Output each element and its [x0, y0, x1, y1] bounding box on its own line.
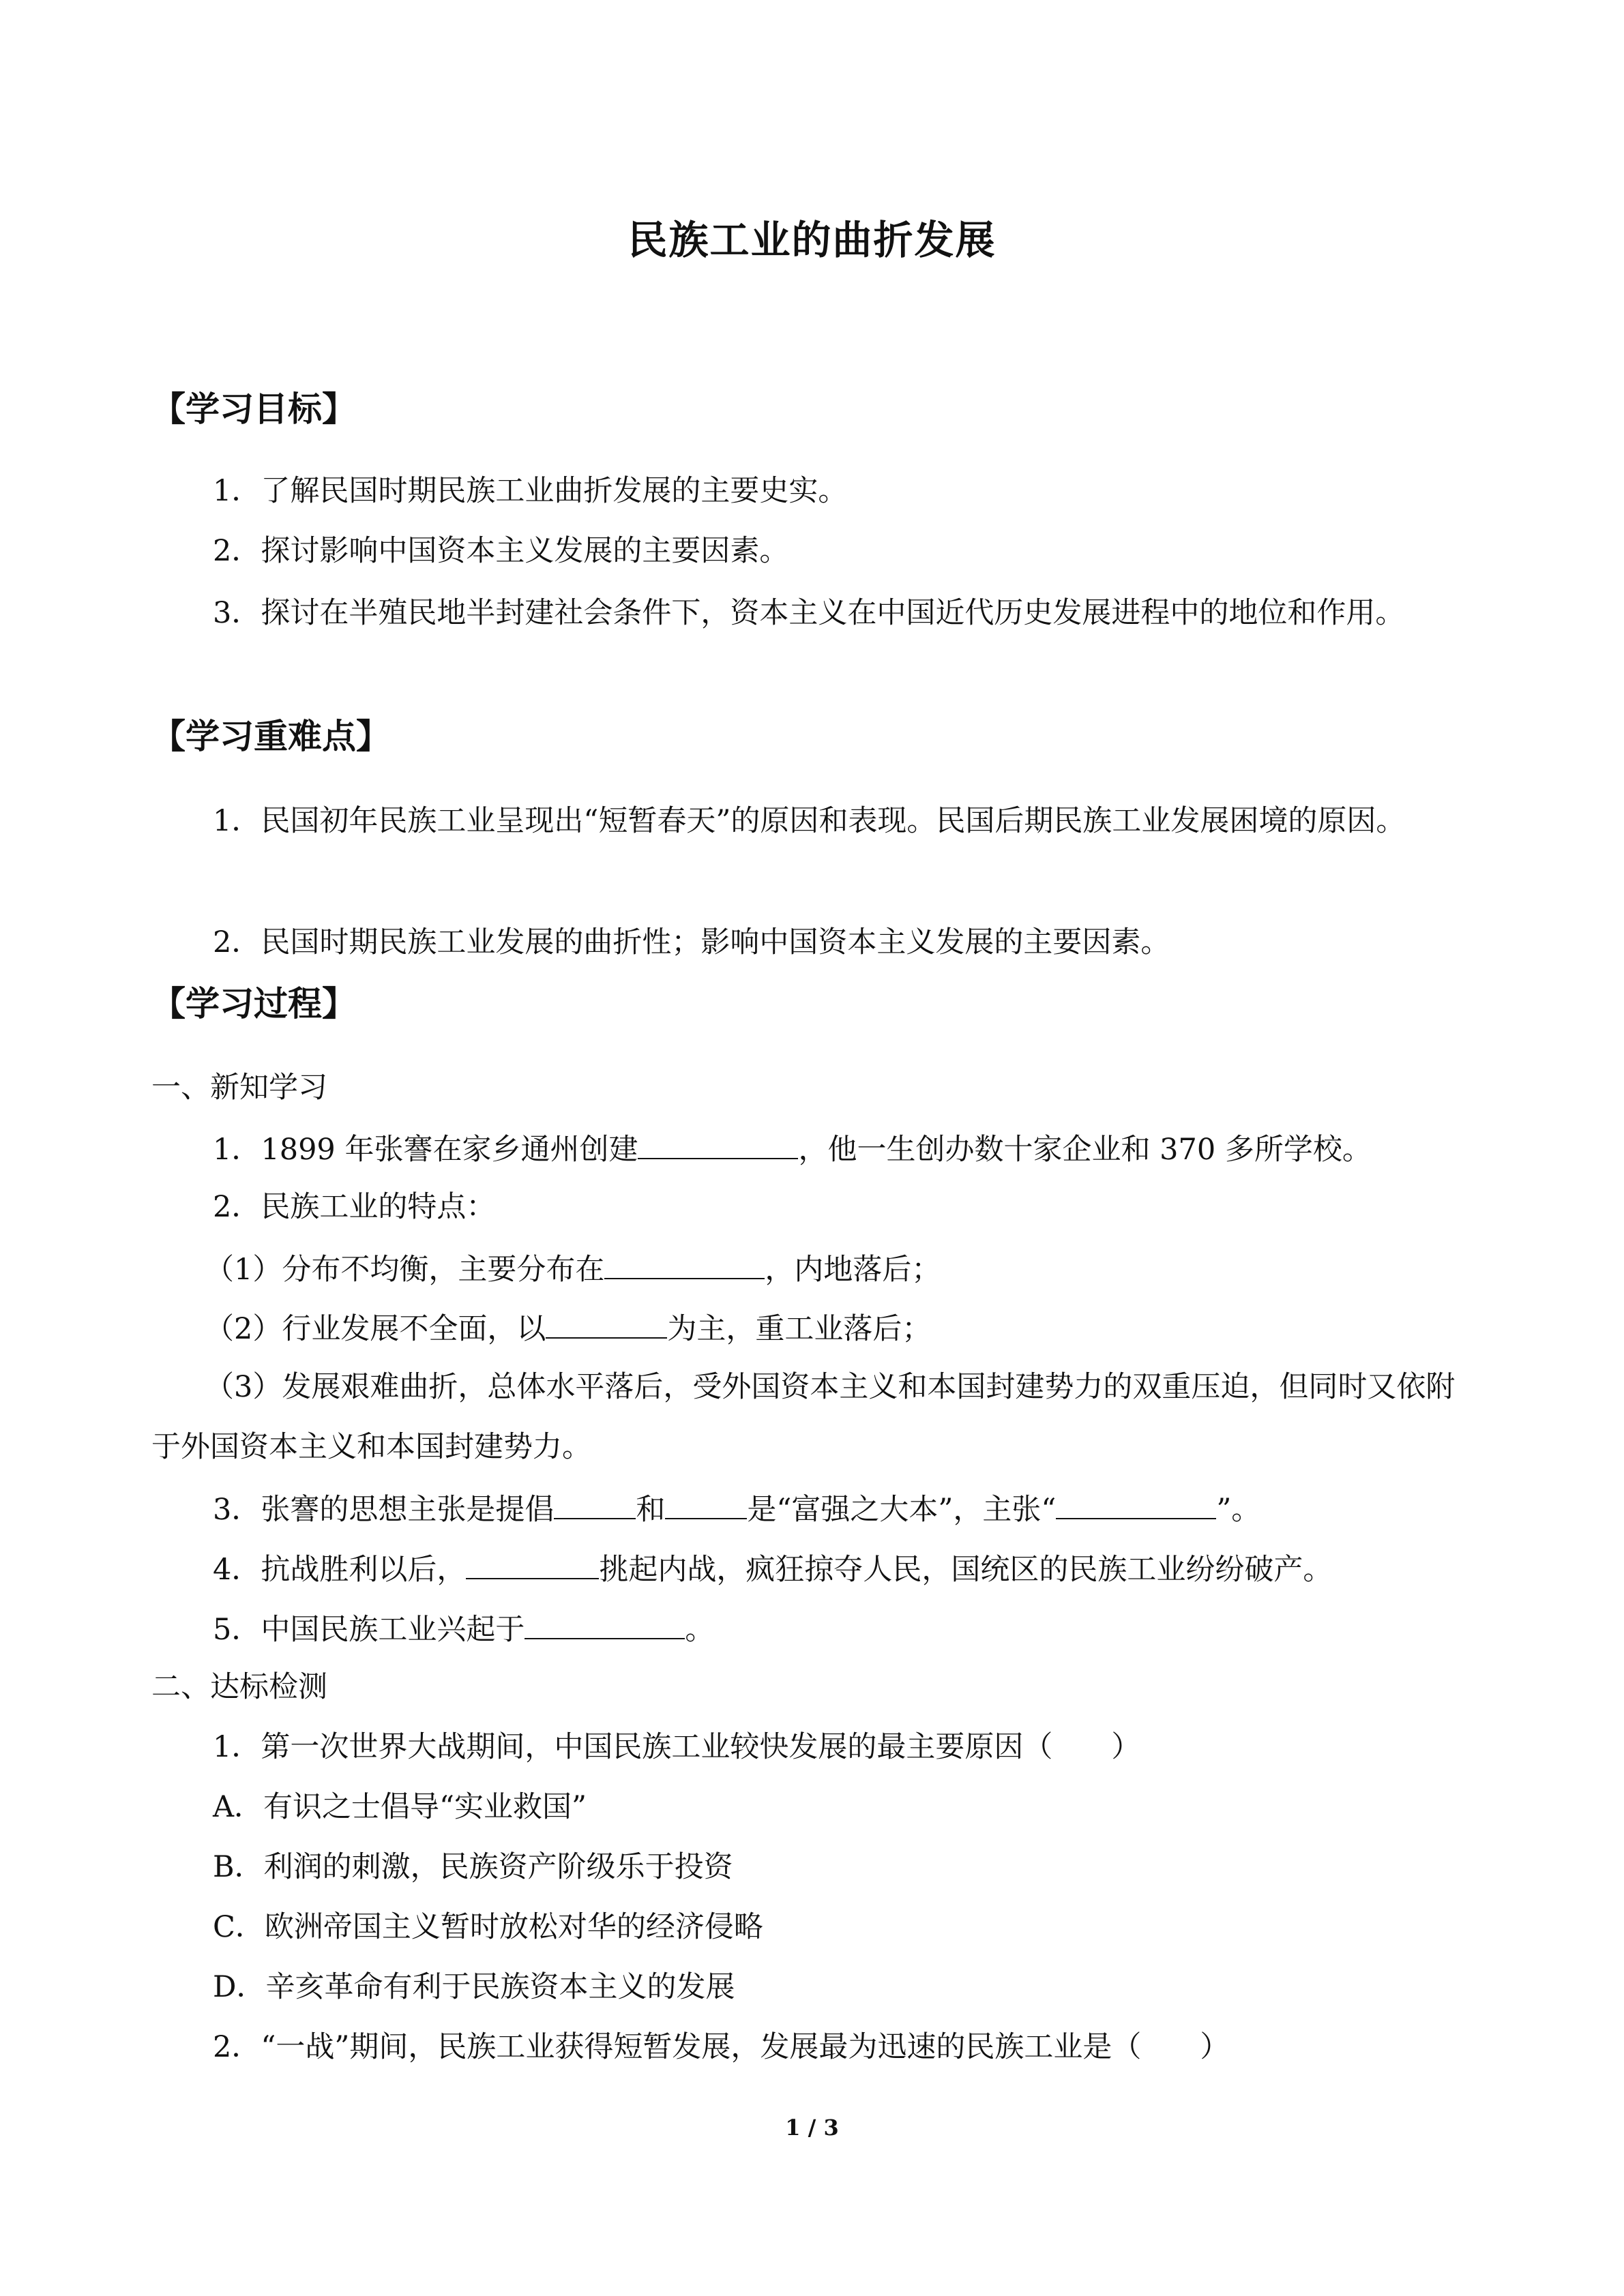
part2-title: 二、达标检测 — [151, 1670, 327, 1704]
question-3-text-a: 3．张謇的思想主张是提倡 — [213, 1493, 555, 1527]
key-point-item-2: 2．民国时期民族工业发展的曲折性；影响中国资本主义发展的主要因素。 — [213, 925, 1170, 959]
question-2-2-text-b: 为主，重工业落后； — [667, 1312, 932, 1346]
question-5-text-b: 。 — [685, 1613, 715, 1647]
answer-blank[interactable] — [1056, 1487, 1216, 1519]
part1-title: 一、新知学习 — [151, 1071, 327, 1105]
question-5-text-a: 5．中国民族工业兴起于 — [213, 1613, 525, 1647]
question-3-text-b: 和 — [636, 1493, 666, 1527]
test-question-1-option-b[interactable]: B．利润的刺激，民族资产阶级乐于投资 — [213, 1850, 733, 1884]
answer-blank[interactable] — [638, 1127, 798, 1159]
question-2-2 — [205, 1306, 931, 1350]
test-question-2: 2．“一战”期间，民族工业获得短暂发展，发展最为迅速的民族工业是（ ） — [213, 2030, 1230, 2064]
answer-blank[interactable] — [604, 1247, 765, 1279]
objective-item-2: 2．探讨影响中国资本主义发展的主要因素。 — [213, 534, 789, 568]
question-3-text-d: ”。 — [1216, 1493, 1261, 1527]
question-2-2-text-a: （2）行业发展不全面，以 — [205, 1312, 546, 1346]
document-title: 民族工业的曲折发展 — [628, 217, 996, 263]
key-points-heading: 【学习重难点】 — [151, 717, 390, 756]
answer-blank[interactable] — [546, 1306, 667, 1339]
question-5 — [213, 1607, 714, 1650]
question-2-3: （3）发展艰难曲折，总体水平落后，受外国资本主义和本国封建势力的双重压迫，但同时又依附于外国资本主义和本国封建势力。 — [151, 1370, 1456, 1464]
question-1 — [213, 1127, 1372, 1170]
question-2-1-text-b: ，内地落后； — [765, 1253, 941, 1287]
question-3-text-c: 是“富强之大本”，主张“ — [747, 1493, 1057, 1527]
test-question-1-option-a[interactable]: A．有识之士倡导“实业救国” — [213, 1790, 587, 1824]
objectives-heading: 【学习目标】 — [151, 389, 356, 429]
question-4-text-a: 4．抗战胜利以后， — [213, 1553, 467, 1587]
objective-item-1: 1．了解民国时期民族工业曲折发展的主要史实。 — [213, 474, 848, 508]
test-question-1: 1．第一次世界大战期间，中国民族工业较快发展的最主要原因（ ） — [213, 1730, 1141, 1764]
question-1-text-a: 1．1899 年张謇在家乡通州创建 — [213, 1133, 638, 1167]
answer-blank[interactable] — [665, 1487, 747, 1519]
question-4 — [213, 1547, 1332, 1590]
answer-blank[interactable] — [554, 1487, 636, 1519]
objective-item-3: 3．探讨在半殖民地半封建社会条件下，资本主义在中国近代历史发展进程中的地位和作用。 — [213, 596, 1405, 630]
page-number: 1 / 3 — [785, 2115, 839, 2141]
question-2: 2．民族工业的特点： — [213, 1190, 496, 1224]
test-question-1-option-c[interactable]: C．欧洲帝国主义暂时放松对华的经济侵略 — [213, 1910, 763, 1944]
process-heading: 【学习过程】 — [151, 984, 356, 1024]
key-point-item-1: 1．民国初年民族工业呈现出“短暂春天”的原因和表现。民国后期民族工业发展困境的原因。 — [213, 804, 1406, 838]
question-3 — [213, 1487, 1260, 1530]
test-question-1-option-d[interactable]: D．辛亥革命有利于民族资本主义的发展 — [213, 1970, 735, 2004]
answer-blank[interactable] — [466, 1547, 599, 1579]
question-2-1 — [205, 1247, 941, 1290]
question-4-text-b: 挑起内战，疯狂掠夺人民，国统区的民族工业纷纷破产。 — [599, 1553, 1333, 1587]
answer-blank[interactable] — [525, 1607, 685, 1639]
question-2-1-text-a: （1）分布不均衡，主要分布在 — [205, 1253, 605, 1287]
question-1-text-b: ，他一生创办数十家企业和 370 多所学校。 — [798, 1133, 1372, 1167]
